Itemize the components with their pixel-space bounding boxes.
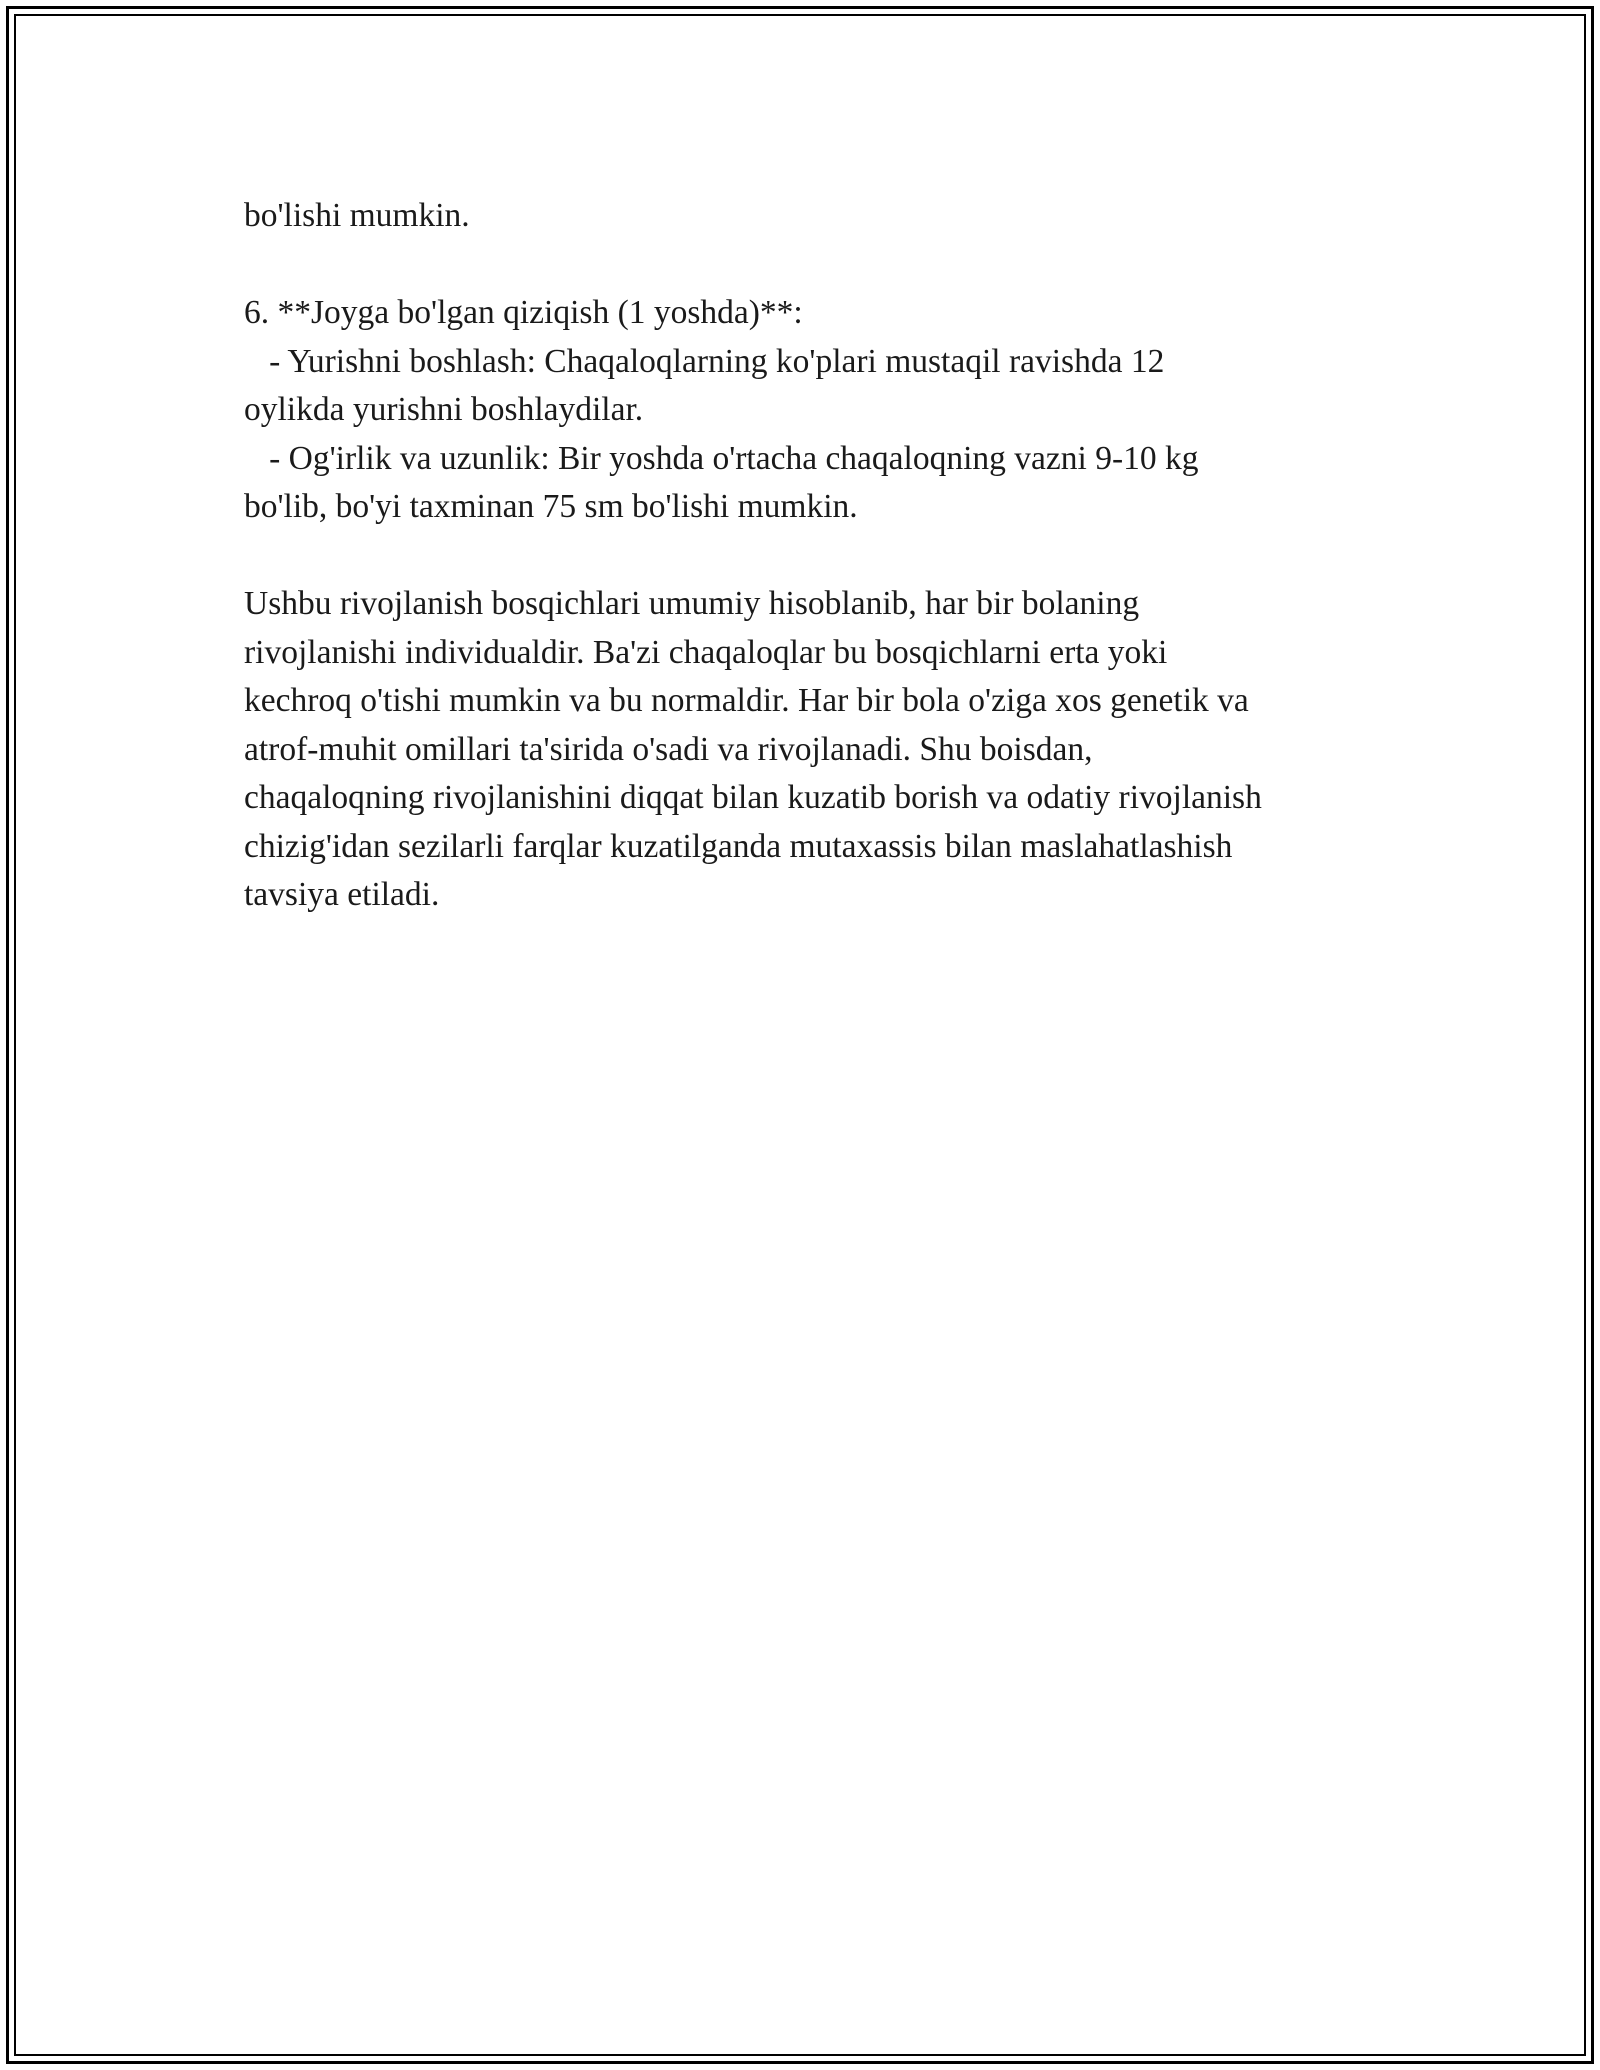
conclusion-line: rivojlanishi individualdir. Ba'zi chaqaloqlar bu bosqichlarni erta yoki (244, 633, 1168, 671)
conclusion-line: kechroq o'tishi mumkin va bu normaldir. Har bir bola o'ziga xos genetik va (244, 682, 1249, 719)
page-frame (6, 6, 1594, 2064)
conclusion-line: atrof-muhit omillari ta'sirida o'sadi va rivojlanadi. Shu boisdan, (244, 730, 1093, 768)
bullet-walking-line-1: - Yurishni boshlash: Chaqaloqlarning ko'plari mustaqil ravishda 12 (244, 342, 1165, 380)
bullet-walking-line-2: oylikda yurishni boshlaydilar. (244, 391, 644, 428)
document-body (244, 192, 1384, 920)
paragraph-gap (244, 241, 1384, 290)
bullet-weight-height-line-2: bo'lib, bo'yi taxminan 75 sm bo'lishi mumkin. (244, 488, 858, 525)
conclusion-line: tavsiya etiladi. (244, 876, 440, 913)
conclusion-line: Ushbu rivojlanish bosqichlari umumiy hisoblanib, har bir bolaning (244, 585, 1140, 622)
bullet-weight-height-line-1: - Og'irlik va uzunlik: Bir yoshda o'rtacha chaqaloqning vazni 9-10 kg (244, 439, 1199, 477)
conclusion-line: chizig'idan sezilarli farqlar kuzatilganda mutaxassis bilan maslahatlashish (244, 827, 1233, 865)
paragraph-gap (244, 532, 1384, 581)
conclusion-line: chaqaloqning rivojlanishini diqqat bilan kuzatib borish va odatiy rivojlanish (244, 779, 1262, 816)
continuation-line: bo'lishi mumkin. (244, 197, 470, 234)
section-6-heading: 6. **Joyga bo'lgan qiziqish (1 yoshda)**: (244, 294, 803, 331)
